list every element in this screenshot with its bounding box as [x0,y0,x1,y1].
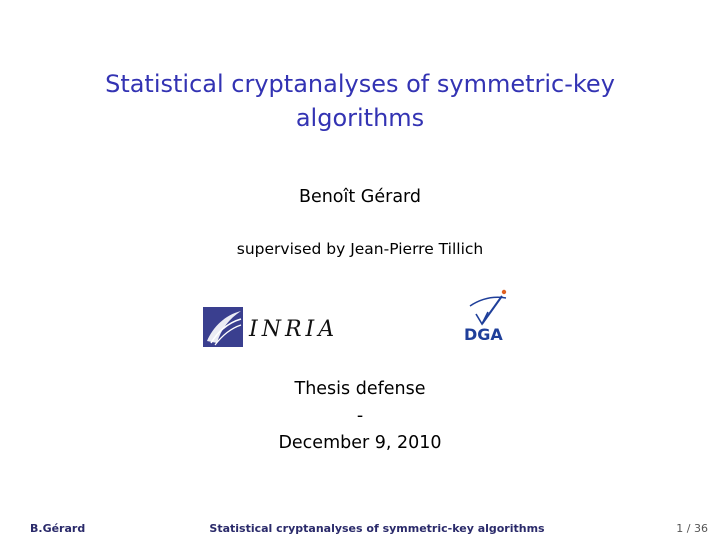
footer-title: Statistical cryptanalyses of symmetric-key algorithms [209,522,545,535]
inria-logo [203,305,363,349]
event-date: December 9, 2010 [278,433,442,453]
footer-page-number: 1 / 36 [676,522,708,535]
footer-author: B.Gérard [30,522,86,535]
slide-title-line-2: algorithms [295,104,425,132]
slide-title [60,67,660,135]
supervisor-line: supervised by Jean-Pierre Tillich [236,240,484,258]
dga-wordmark: DGA [464,325,503,344]
footer-bar [0,522,720,540]
event-name: Thesis defense [294,379,426,399]
slide-title-line-1: Statistical cryptanalyses of symmetric-key [105,70,615,98]
author-name: Benoît Gérard [298,187,422,207]
event-info [0,376,720,457]
dga-dot [502,290,506,294]
event-separator: - [356,406,364,426]
inria-wordmark: INRIA [249,317,339,342]
dga-logo [460,288,518,344]
